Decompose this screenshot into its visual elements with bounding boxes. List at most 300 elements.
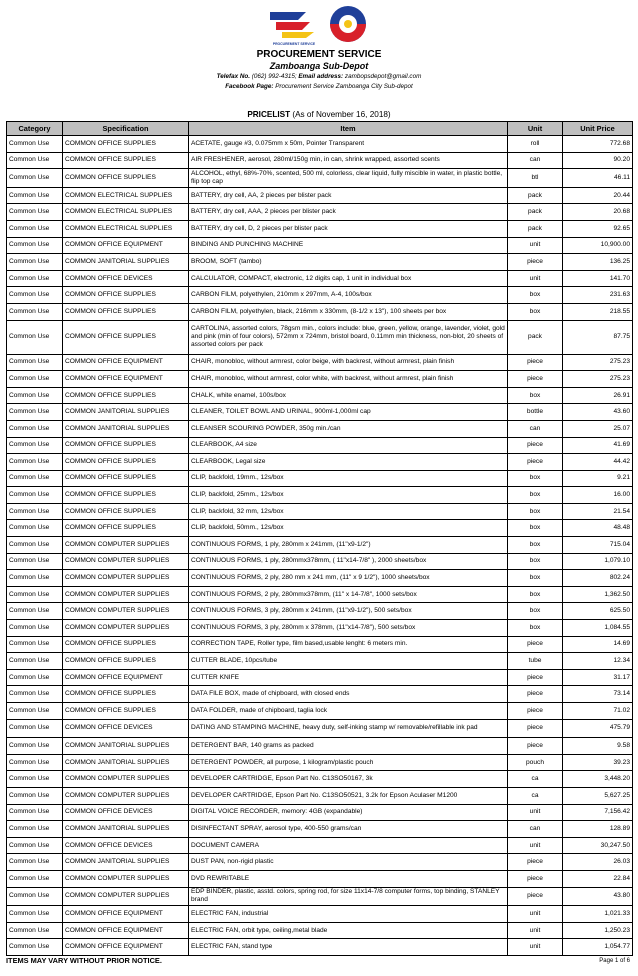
table-row — [7, 287, 633, 304]
ps-emblem-icon — [270, 12, 316, 46]
table-cell: piece — [508, 870, 563, 887]
table-row — [7, 804, 633, 821]
table-cell: Common Use — [7, 470, 63, 487]
table-cell: COMMON OFFICE SUPPLIES — [63, 703, 189, 720]
table-cell: 41.69 — [563, 437, 633, 454]
table-row — [7, 669, 633, 686]
table-row — [7, 354, 633, 371]
table-cell: 625.50 — [563, 603, 633, 620]
column-header: Unit Price — [563, 122, 633, 136]
telefax-value: (062) 992-4315; — [251, 73, 297, 80]
table-cell: roll — [508, 136, 563, 153]
table-cell: box — [508, 287, 563, 304]
table-cell: Common Use — [7, 503, 63, 520]
table-cell: COMMON JANITORIAL SUPPLIES — [63, 254, 189, 271]
table-cell: Common Use — [7, 287, 63, 304]
table-cell: COMMON OFFICE SUPPLIES — [63, 303, 189, 320]
table-cell: DEVELOPER CARTRIDGE, Epson Part No. C13SO50167, 3k — [189, 771, 508, 788]
table-cell: COMMON COMPUTER SUPPLIES — [63, 787, 189, 804]
table-cell: Common Use — [7, 520, 63, 537]
table-cell: COMMON OFFICE SUPPLIES — [63, 686, 189, 703]
table-cell: piece — [508, 636, 563, 653]
table-cell: COMMON ELECTRICAL SUPPLIES — [63, 187, 189, 204]
table-cell: box — [508, 303, 563, 320]
table-cell: Common Use — [7, 669, 63, 686]
table-row — [7, 387, 633, 404]
table-cell: AIR FRESHENER, aerosol, 280ml/150g min, in can, shrink wrapped, assorted scents — [189, 152, 508, 169]
table-cell: COMMON OFFICE EQUIPMENT — [63, 371, 189, 388]
table-row — [7, 787, 633, 804]
table-cell: pack — [508, 204, 563, 221]
table-cell: can — [508, 821, 563, 838]
office-title: PROCUREMENT SERVICE — [256, 49, 382, 60]
facebook-line — [0, 82, 638, 92]
table-row — [7, 870, 633, 887]
table-cell: 10,900.00 — [563, 237, 633, 254]
table-cell: COMMON OFFICE EQUIPMENT — [63, 939, 189, 956]
table-cell: Common Use — [7, 870, 63, 887]
table-row — [7, 738, 633, 755]
table-cell: Common Use — [7, 686, 63, 703]
telefax-label: Telefax No. — [216, 73, 251, 80]
table-cell: piece — [508, 719, 563, 738]
table-cell: BATTERY, dry cell, AAA, 2 pieces per blister pack — [189, 204, 508, 221]
table-cell: box — [508, 387, 563, 404]
facebook-value: Procurement Service Zamboanga City Sub-depot — [275, 83, 413, 90]
table-row — [7, 887, 633, 906]
table-row — [7, 771, 633, 788]
table-cell: CONTINUOUS FORMS, 2 ply, 280 mm x 241 mm, (11" x 9 1/2"), 1000 sheets/box — [189, 570, 508, 587]
table-cell: ELECTRIC FAN, industrial — [189, 906, 508, 923]
table-cell: 73.14 — [563, 686, 633, 703]
table-cell: Common Use — [7, 237, 63, 254]
table-cell: CLIP, backfold, 19mm., 12s/box — [189, 470, 508, 487]
table-cell: Common Use — [7, 152, 63, 169]
table-cell: 275.23 — [563, 354, 633, 371]
table-cell: pack — [508, 220, 563, 237]
table-cell: 715.04 — [563, 537, 633, 554]
table-row — [7, 503, 633, 520]
price-table — [6, 121, 633, 956]
table-cell: 275.23 — [563, 371, 633, 388]
table-cell: Common Use — [7, 437, 63, 454]
table-row — [7, 586, 633, 603]
table-cell: Common Use — [7, 254, 63, 271]
table-cell: unit — [508, 237, 563, 254]
table-cell: Common Use — [7, 404, 63, 421]
table-cell: 3,448.20 — [563, 771, 633, 788]
table-cell: 90.20 — [563, 152, 633, 169]
table-row — [7, 420, 633, 437]
table-cell: COMMON OFFICE EQUIPMENT — [63, 906, 189, 923]
table-cell: DATA FILE BOX, made of chipboard, with closed ends — [189, 686, 508, 703]
table-cell: DOCUMENT CAMERA — [189, 837, 508, 854]
table-cell: COMMON COMPUTER SUPPLIES — [63, 771, 189, 788]
table-cell: CHALK, white enamel, 100s/box — [189, 387, 508, 404]
table-cell: BINDING AND PUNCHING MACHINE — [189, 237, 508, 254]
table-cell: 1,021.33 — [563, 906, 633, 923]
table-cell: COMMON OFFICE SUPPLIES — [63, 470, 189, 487]
table-row — [7, 922, 633, 939]
table-cell: Common Use — [7, 719, 63, 738]
table-cell: 43.60 — [563, 404, 633, 421]
table-cell: Common Use — [7, 887, 63, 906]
table-cell: bottle — [508, 404, 563, 421]
table-cell: 12.34 — [563, 653, 633, 670]
table-cell: box — [508, 586, 563, 603]
table-cell: box — [508, 487, 563, 504]
table-cell: COMMON OFFICE SUPPLIES — [63, 653, 189, 670]
table-cell: COMMON OFFICE EQUIPMENT — [63, 354, 189, 371]
table-cell: COMMON COMPUTER SUPPLIES — [63, 570, 189, 587]
table-cell: 71.02 — [563, 703, 633, 720]
table-cell: Common Use — [7, 738, 63, 755]
table-cell: Common Use — [7, 787, 63, 804]
table-cell: DATING AND STAMPING MACHINE, heavy duty, self-inking stamp w/ removable/refillable ink pad — [189, 719, 508, 738]
table-cell: Common Use — [7, 303, 63, 320]
table-cell: 7,156.42 — [563, 804, 633, 821]
procurement-service-logo — [266, 2, 372, 48]
table-cell: 5,627.25 — [563, 787, 633, 804]
table-cell: Common Use — [7, 570, 63, 587]
table-cell: Common Use — [7, 804, 63, 821]
table-cell: 128.89 — [563, 821, 633, 838]
table-cell: 16.00 — [563, 487, 633, 504]
footer-note: ITEMS MAY VARY WITHOUT PRIOR NOTICE. — [6, 956, 162, 965]
table-row — [7, 570, 633, 587]
table-cell: COMMON JANITORIAL SUPPLIES — [63, 420, 189, 437]
table-cell: can — [508, 152, 563, 169]
table-cell: 21.54 — [563, 503, 633, 520]
table-cell: ALCOHOL, ethyl, 68%-70%, scented, 500 ml, colorless, clear liquid, fully miscible in water, in plastic bottle, flip top cap — [189, 169, 508, 188]
table-row — [7, 303, 633, 320]
table-cell: 39.23 — [563, 754, 633, 771]
table-cell: COMMON COMPUTER SUPPLIES — [63, 620, 189, 637]
table-cell: unit — [508, 804, 563, 821]
table-cell: COMMON OFFICE SUPPLIES — [63, 454, 189, 471]
table-cell: piece — [508, 703, 563, 720]
table-cell: 1,084.55 — [563, 620, 633, 637]
table-cell: box — [508, 620, 563, 637]
table-row — [7, 553, 633, 570]
table-row — [7, 237, 633, 254]
table-cell: CLIP, backfold, 32 mm, 12s/box — [189, 503, 508, 520]
table-cell: Common Use — [7, 771, 63, 788]
table-cell: piece — [508, 738, 563, 755]
table-cell: COMMON OFFICE SUPPLIES — [63, 287, 189, 304]
page-number: Page 1 of 6 — [599, 958, 630, 964]
table-cell: COMMON JANITORIAL SUPPLIES — [63, 754, 189, 771]
table-cell: unit — [508, 270, 563, 287]
table-cell: COMMON OFFICE DEVICES — [63, 804, 189, 821]
table-cell: COMMON JANITORIAL SUPPLIES — [63, 404, 189, 421]
table-cell: COMMON OFFICE DEVICES — [63, 270, 189, 287]
table-cell: box — [508, 537, 563, 554]
table-cell: unit — [508, 939, 563, 956]
table-header-row — [7, 122, 633, 136]
table-cell: 136.25 — [563, 254, 633, 271]
logo-text: PROCUREMENT SERVICE — [272, 42, 316, 46]
table-cell: Common Use — [7, 187, 63, 204]
table-cell: 1,250.23 — [563, 922, 633, 939]
table-cell: ca — [508, 771, 563, 788]
table-cell: DEVELOPER CARTRIDGE, Epson Part No. C13SO50521, 3.2k for Epson Aculaser M1200 — [189, 787, 508, 804]
table-cell: Common Use — [7, 487, 63, 504]
table-cell: CUTTER BLADE, 10pcs/tube — [189, 653, 508, 670]
table-cell: 26.03 — [563, 854, 633, 871]
table-cell: 20.68 — [563, 204, 633, 221]
table-cell: unit — [508, 837, 563, 854]
table-cell: COMMON ELECTRICAL SUPPLIES — [63, 204, 189, 221]
table-row — [7, 204, 633, 221]
table-row — [7, 220, 633, 237]
table-cell: COMMON JANITORIAL SUPPLIES — [63, 738, 189, 755]
table-cell: Common Use — [7, 136, 63, 153]
table-cell: Common Use — [7, 906, 63, 923]
table-cell: DIGITAL VOICE RECORDER, memory: 4GB (expandable) — [189, 804, 508, 821]
table-cell: 1,054.77 — [563, 939, 633, 956]
table-cell: Common Use — [7, 169, 63, 188]
table-cell: 475.79 — [563, 719, 633, 738]
table-cell: btl — [508, 169, 563, 188]
table-cell: CHAIR, monobloc, without armrest, color beige, with backrest, without armrest, plain finish — [189, 354, 508, 371]
table-cell: Common Use — [7, 454, 63, 471]
table-cell: COMMON OFFICE DEVICES — [63, 837, 189, 854]
table-cell: COMMON COMPUTER SUPPLIES — [63, 603, 189, 620]
column-header: Specification — [63, 122, 189, 136]
table-cell: Common Use — [7, 653, 63, 670]
table-cell: CONTINUOUS FORMS, 2 ply, 280mmx378mm, (11" x 14-7/8", 1000 sets/box — [189, 586, 508, 603]
table-cell: 30,247.50 — [563, 837, 633, 854]
table-cell: 26.91 — [563, 387, 633, 404]
table-cell: COMMON OFFICE SUPPLIES — [63, 387, 189, 404]
table-cell: Common Use — [7, 204, 63, 221]
table-row — [7, 703, 633, 720]
table-cell: 44.42 — [563, 454, 633, 471]
table-cell: COMMON OFFICE EQUIPMENT — [63, 237, 189, 254]
table-cell: COMMON COMPUTER SUPPLIES — [63, 887, 189, 906]
table-cell: 231.63 — [563, 287, 633, 304]
table-cell: COMMON OFFICE SUPPLIES — [63, 152, 189, 169]
table-row — [7, 821, 633, 838]
table-cell: CORRECTION TAPE, Roller type, film based,usable lenght: 6 meters min. — [189, 636, 508, 653]
price-table-body — [7, 136, 633, 956]
table-cell: Common Use — [7, 636, 63, 653]
table-cell: DATA FOLDER, made of chipboard, taglia lock — [189, 703, 508, 720]
table-cell: COMMON ELECTRICAL SUPPLIES — [63, 220, 189, 237]
table-cell: piece — [508, 437, 563, 454]
table-cell: 22.84 — [563, 870, 633, 887]
table-cell: box — [508, 570, 563, 587]
table-row — [7, 620, 633, 637]
table-cell: COMMON OFFICE SUPPLIES — [63, 503, 189, 520]
pricelist-label: PRICELIST — [247, 110, 291, 119]
table-cell: 141.70 — [563, 270, 633, 287]
column-header: Category — [7, 122, 63, 136]
table-row — [7, 520, 633, 537]
table-cell: 46.11 — [563, 169, 633, 188]
table-cell: piece — [508, 371, 563, 388]
table-cell: COMMON JANITORIAL SUPPLIES — [63, 854, 189, 871]
table-cell: CLEANER, TOILET BOWL AND URINAL, 900ml-1,000ml cap — [189, 404, 508, 421]
table-cell: pouch — [508, 754, 563, 771]
table-row — [7, 686, 633, 703]
table-cell: CLIP, backfold, 50mm., 12s/box — [189, 520, 508, 537]
table-row — [7, 906, 633, 923]
table-cell: 218.55 — [563, 303, 633, 320]
table-cell: Common Use — [7, 837, 63, 854]
contact-line — [0, 72, 638, 82]
table-cell: 48.48 — [563, 520, 633, 537]
table-cell: EDP BINDER, plastic, asstd. colors, spring rod, for size 11x14-7/8 computer forms, top binding, STANLEY brand — [189, 887, 508, 906]
table-cell: piece — [508, 686, 563, 703]
table-row — [7, 537, 633, 554]
office-subtitle: Zamboanga Sub-Depot — [269, 61, 369, 71]
table-cell: 87.75 — [563, 320, 633, 354]
table-row — [7, 169, 633, 188]
table-cell: Common Use — [7, 320, 63, 354]
table-cell: 1,362.50 — [563, 586, 633, 603]
table-cell: CARBON FILM, polyethylen, 210mm x 297mm, A-4, 100s/box — [189, 287, 508, 304]
table-cell: DETERGENT POWDER, all purpose, 1 kilogram/plastic pouch — [189, 754, 508, 771]
pricelist-heading — [0, 109, 638, 121]
table-cell: 92.65 — [563, 220, 633, 237]
table-cell: Common Use — [7, 537, 63, 554]
table-cell: box — [508, 503, 563, 520]
table-cell: 14.69 — [563, 636, 633, 653]
table-cell: Common Use — [7, 939, 63, 956]
table-cell: Common Use — [7, 553, 63, 570]
table-cell: 1,079.10 — [563, 553, 633, 570]
table-cell: box — [508, 520, 563, 537]
email-label: Email address: — [298, 73, 344, 80]
table-row — [7, 939, 633, 956]
table-cell: COMMON OFFICE SUPPLIES — [63, 169, 189, 188]
table-cell: Common Use — [7, 603, 63, 620]
table-row — [7, 187, 633, 204]
table-cell: piece — [508, 887, 563, 906]
table-cell: CLEANSER SCOURING POWDER, 350g min./can — [189, 420, 508, 437]
table-cell: Common Use — [7, 220, 63, 237]
table-cell: 20.44 — [563, 187, 633, 204]
table-cell: piece — [508, 854, 563, 871]
table-cell: COMMON COMPUTER SUPPLIES — [63, 586, 189, 603]
table-cell: Common Use — [7, 371, 63, 388]
table-cell: unit — [508, 922, 563, 939]
table-cell: CALCULATOR, COMPACT, electronic, 12 digits cap, 1 unit in individual box — [189, 270, 508, 287]
table-cell: Common Use — [7, 922, 63, 939]
table-cell: DETERGENT BAR, 140 grams as packed — [189, 738, 508, 755]
table-row — [7, 470, 633, 487]
table-cell: unit — [508, 906, 563, 923]
table-cell: pack — [508, 320, 563, 354]
table-cell: CLIP, backfold, 25mm., 12s/box — [189, 487, 508, 504]
document-header — [0, 49, 638, 92]
table-cell: CONTINUOUS FORMS, 1 ply, 280mmx378mm, ( 11"x14-7/8" ), 2000 sheets/box — [189, 553, 508, 570]
table-cell: COMMON OFFICE DEVICES — [63, 719, 189, 738]
table-row — [7, 636, 633, 653]
table-row — [7, 854, 633, 871]
pricelist-date: (As of November 16, 2018) — [292, 110, 391, 119]
table-cell: COMMON JANITORIAL SUPPLIES — [63, 821, 189, 838]
table-cell: COMMON COMPUTER SUPPLIES — [63, 870, 189, 887]
table-cell: 25.07 — [563, 420, 633, 437]
table-row — [7, 454, 633, 471]
table-cell: pack — [508, 187, 563, 204]
table-cell: CUTTER KNIFE — [189, 669, 508, 686]
table-cell: 802.24 — [563, 570, 633, 587]
facebook-label: Facebook Page: — [225, 83, 274, 90]
table-cell: Common Use — [7, 387, 63, 404]
table-cell: BATTERY, dry cell, D, 2 pieces per blister pack — [189, 220, 508, 237]
table-cell: Common Use — [7, 854, 63, 871]
table-cell: CHAIR, monobloc, without armrest, color white, with backrest, without armrest, plain finish — [189, 371, 508, 388]
table-cell: can — [508, 420, 563, 437]
table-row — [7, 754, 633, 771]
philippines-seal-icon — [330, 6, 366, 42]
table-cell: CONTINUOUS FORMS, 3 ply, 280mm x 378mm, (11"x14-7/8"), 500 sets/box — [189, 620, 508, 637]
table-row — [7, 270, 633, 287]
table-cell: piece — [508, 669, 563, 686]
table-row — [7, 371, 633, 388]
table-cell: 9.58 — [563, 738, 633, 755]
table-row — [7, 487, 633, 504]
table-cell: COMMON OFFICE SUPPLIES — [63, 487, 189, 504]
table-cell: COMMON OFFICE EQUIPMENT — [63, 669, 189, 686]
table-cell: 31.17 — [563, 669, 633, 686]
table-row — [7, 320, 633, 354]
table-cell: BROOM, SOFT (tambo) — [189, 254, 508, 271]
table-cell: tube — [508, 653, 563, 670]
table-cell: piece — [508, 254, 563, 271]
table-row — [7, 719, 633, 738]
table-cell: BATTERY, dry cell, AA, 2 pieces per blister pack — [189, 187, 508, 204]
table-cell: DVD REWRITABLE — [189, 870, 508, 887]
table-cell: CONTINUOUS FORMS, 1 ply, 280mm x 241mm, (11"x9-1/2") — [189, 537, 508, 554]
table-cell: box — [508, 553, 563, 570]
table-cell: CLEARBOOK, Legal size — [189, 454, 508, 471]
column-header: Item — [189, 122, 508, 136]
table-cell: COMMON OFFICE SUPPLIES — [63, 636, 189, 653]
column-header: Unit — [508, 122, 563, 136]
table-cell: Common Use — [7, 586, 63, 603]
table-row — [7, 653, 633, 670]
table-cell: Common Use — [7, 821, 63, 838]
table-cell: Common Use — [7, 703, 63, 720]
table-cell: Common Use — [7, 620, 63, 637]
table-cell: Common Use — [7, 754, 63, 771]
table-row — [7, 837, 633, 854]
table-cell: CARBON FILM, polyethylen, black, 216mm x 330mm, (8-1/2 x 13"), 100 sheets per box — [189, 303, 508, 320]
table-cell: 43.80 — [563, 887, 633, 906]
table-cell: 772.68 — [563, 136, 633, 153]
email-value: zambopsdepot@gmail.com — [344, 73, 422, 80]
table-cell: Common Use — [7, 354, 63, 371]
table-row — [7, 152, 633, 169]
table-cell: CARTOLINA, assorted colors, 78gsm min., colors include: blue, green, yellow, orange, lavender, violet, gold and pink (min of four colors), 572mm x 724mm, bristol board, 0.11mm min thickness, non-blot, 20 sheets of assorted colors per pack — [189, 320, 508, 354]
table-cell: DUST PAN, non-rigid plastic — [189, 854, 508, 871]
table-cell: CONTINUOUS FORMS, 3 ply, 280mm x 241mm, (11"x9-1/2"), 500 sets/box — [189, 603, 508, 620]
table-cell: ca — [508, 787, 563, 804]
table-cell: box — [508, 603, 563, 620]
table-row — [7, 404, 633, 421]
table-cell: DISINFECTANT SPRAY, aerosol type, 400-550 grams/can — [189, 821, 508, 838]
table-cell: COMMON OFFICE SUPPLIES — [63, 520, 189, 537]
table-cell: box — [508, 470, 563, 487]
table-row — [7, 437, 633, 454]
table-cell: ACETATE, gauge #3, 0.075mm x 50m, Pointer Transparent — [189, 136, 508, 153]
table-row — [7, 254, 633, 271]
